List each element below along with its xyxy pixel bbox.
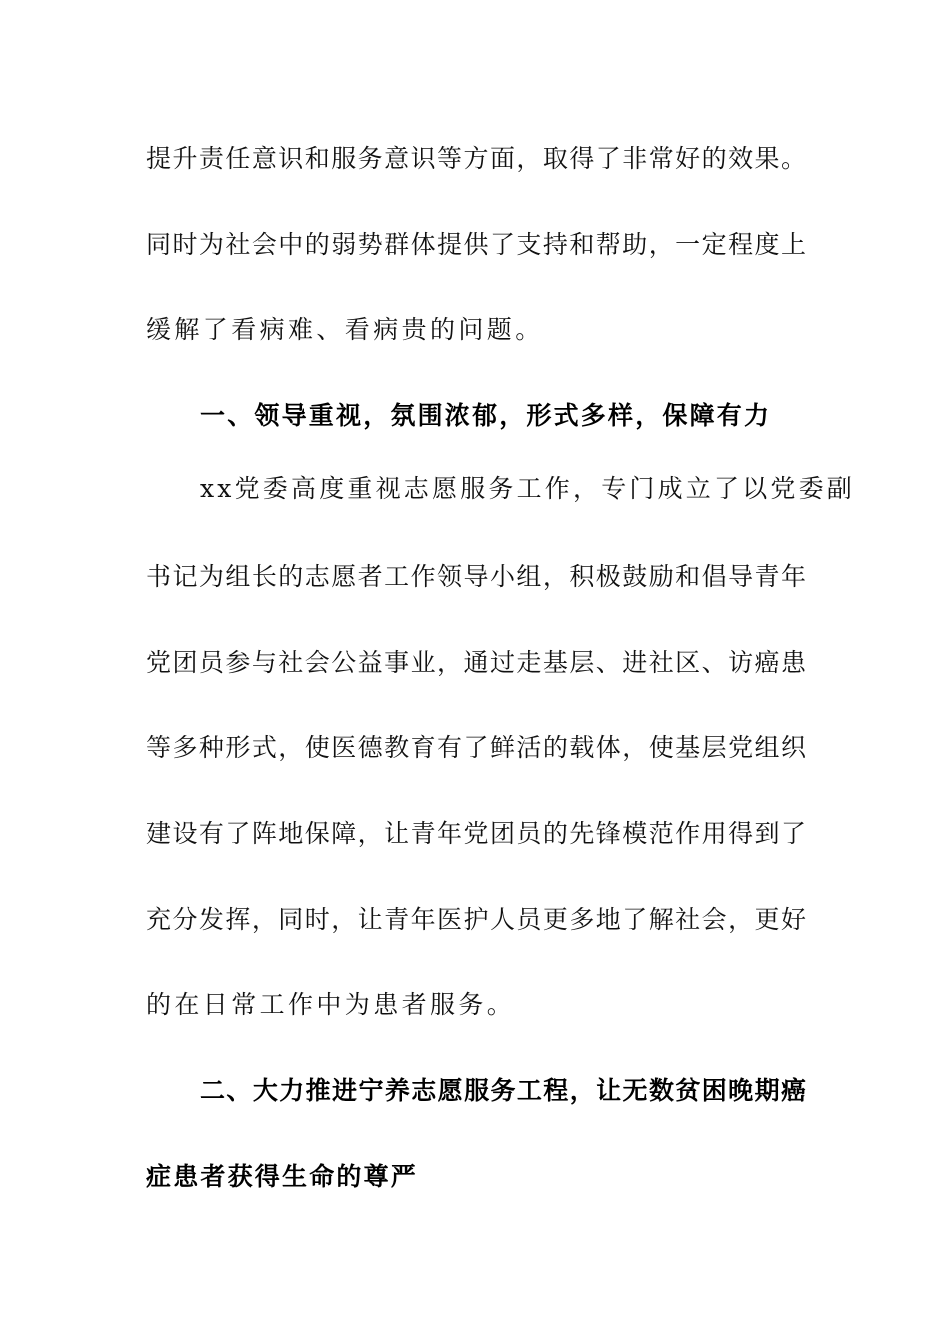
paragraph-line: 建设有了阵地保障，让青年党团员的先锋模范作用得到了 [146, 819, 806, 848]
paragraph-line: 等多种形式，使医德教育有了鲜活的载体，使基层党组织 [146, 733, 806, 762]
paragraph-line: 党团员参与社会公益事业，通过走基层、进社区、访癌患 [146, 648, 806, 677]
section-heading: 二、大力推进宁养志愿服务工程，让无数贫困晚期癌 [200, 1076, 806, 1105]
paragraph-line: 缓解了看病难、看病贵的问题。 [146, 315, 544, 344]
paragraph-line: 充分发挥，同时，让青年医护人员更多地了解社会，更好 [146, 905, 806, 934]
paragraph-line: 的在日常工作中为患者服务。 [146, 990, 516, 1019]
paragraph-line: 书记为组长的志愿者工作领导小组，积极鼓励和倡导青年 [146, 562, 806, 591]
section-heading-continued: 症患者获得生命的尊严 [146, 1162, 419, 1191]
paragraph-line: xx党委高度重视志愿服务工作，专门成立了以党委副 [200, 474, 856, 503]
paragraph-line: 提升责任意识和服务意识等方面，取得了非常好的效果。 [146, 144, 806, 173]
paragraph-line: 同时为社会中的弱势群体提供了支持和帮助，一定程度上 [146, 230, 806, 259]
section-heading: 一、领导重视，氛围浓郁，形式多样，保障有力 [200, 401, 772, 430]
